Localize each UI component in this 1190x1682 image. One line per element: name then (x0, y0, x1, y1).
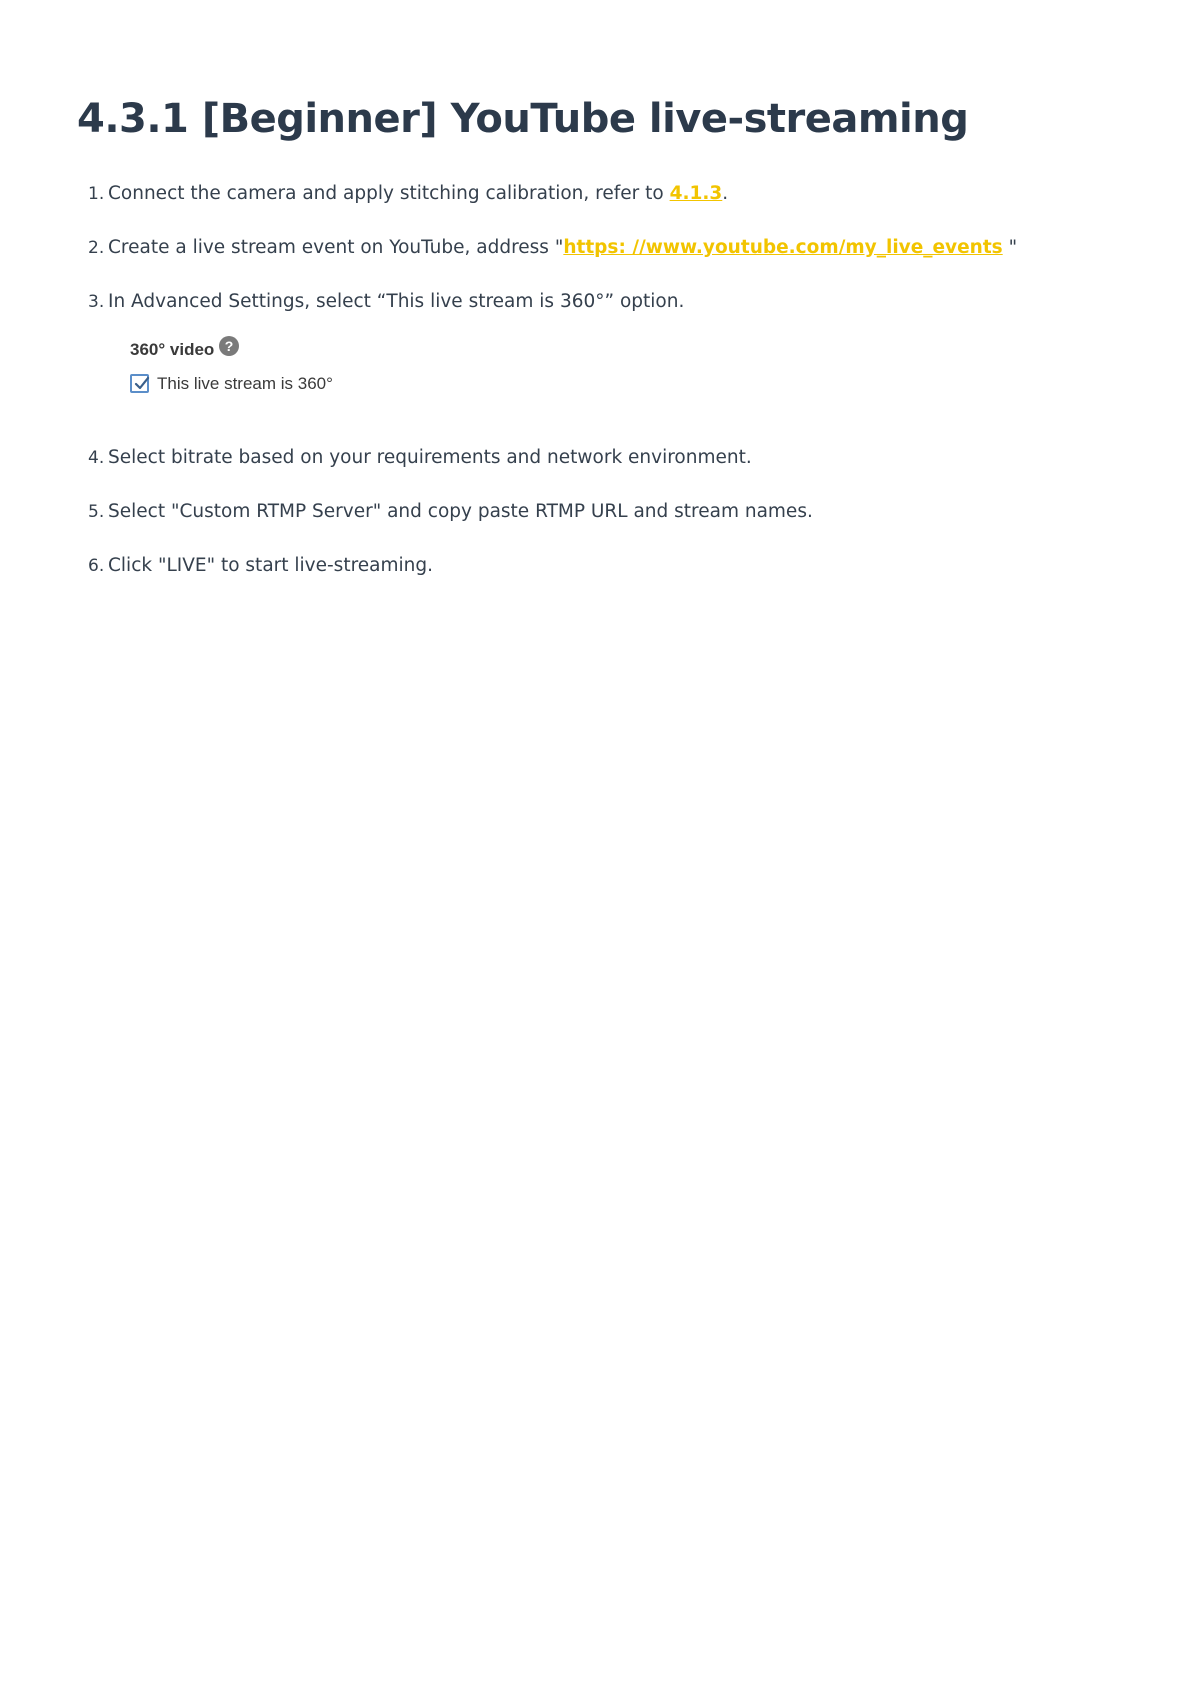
step-text-after: " (1002, 237, 1018, 258)
checkmark-icon (133, 375, 151, 393)
step-item (88, 554, 433, 578)
live-360-checkbox[interactable] (130, 374, 149, 393)
step-number: 2. (88, 238, 105, 258)
step-number: 3. (88, 292, 105, 312)
section-link-4-1-3[interactable]: 4.1.3 (669, 183, 723, 204)
step-number: 4. (88, 448, 105, 468)
step-item (88, 290, 684, 314)
step-text: Click "LIVE" to start live-streaming. (108, 555, 433, 576)
step-item (88, 236, 1017, 260)
step-text: Select "Custom RTMP Server" and copy paste RTMP URL and stream names. (108, 501, 813, 522)
youtube-live-events-link[interactable]: https: //www.youtube.com/my_live_events (563, 237, 1003, 258)
step-text: Select bitrate based on your requirements and network environment. (108, 447, 752, 468)
section-label-360-video: 360° video (130, 340, 215, 359)
step-number: 6. (88, 556, 105, 576)
step-item (88, 446, 752, 470)
step-text: In Advanced Settings, select “This live stream is 360°” option. (108, 291, 685, 312)
step-text-after: . (722, 183, 729, 204)
step-number: 5. (88, 502, 105, 522)
page-title: 4.3.1 [Beginner] YouTube live-streaming (77, 96, 969, 142)
step-number: 1. (88, 184, 105, 204)
settings-screenshot-figure (130, 336, 370, 406)
step-item (88, 500, 813, 524)
step-text: Connect the camera and apply stitching calibration, refer to (108, 183, 670, 204)
question-circle-icon: ? (219, 336, 239, 356)
step-text: Create a live stream event on YouTube, address " (108, 237, 564, 258)
checkbox-label: This live stream is 360° (157, 374, 333, 393)
step-item (88, 182, 728, 206)
